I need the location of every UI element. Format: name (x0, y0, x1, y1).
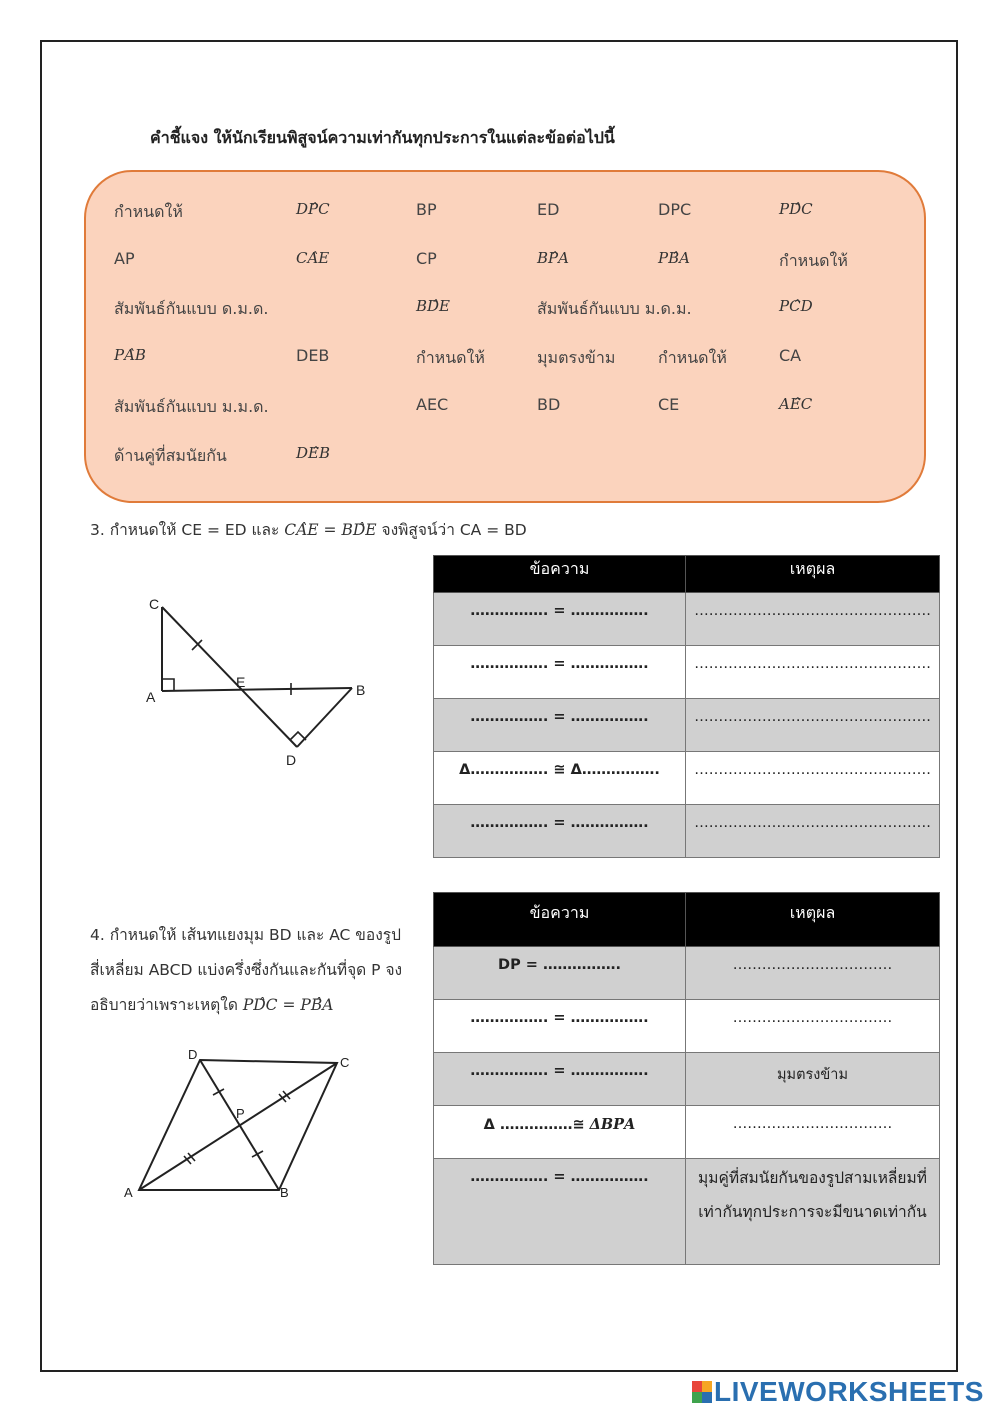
segment-cd (162, 607, 297, 747)
header-reason: เหตุผล (686, 893, 940, 947)
statement-math: Δ𝑩𝑷𝑨 (589, 1116, 636, 1133)
word-bank-item[interactable]: CE (658, 395, 680, 414)
table-row (434, 646, 940, 699)
word-bank-item[interactable]: CP (416, 249, 437, 268)
question-4 (90, 918, 410, 1023)
word-bank-item[interactable]: มุมตรงข้าม (537, 348, 616, 367)
label-p: P (236, 1106, 245, 1121)
table-row (434, 947, 940, 1000)
proof-table-q4 (433, 892, 940, 1265)
table-row (434, 805, 940, 858)
reason-blank[interactable]: …………………………… (686, 1106, 940, 1159)
table-row (434, 1053, 940, 1106)
reason-blank[interactable]: …………………………………………. (686, 646, 940, 699)
label-d: D (286, 752, 297, 768)
statement-blank[interactable]: ……………. = ……………. (434, 1053, 686, 1106)
header-statement: ข้อความ (434, 893, 686, 947)
label-d: D (188, 1047, 198, 1062)
word-bank-item[interactable]: ED (537, 200, 560, 219)
table-row (434, 699, 940, 752)
statement-blank[interactable] (434, 1106, 686, 1159)
table-row (434, 1000, 940, 1053)
word-bank-item[interactable]: DEB (296, 346, 330, 365)
label-b: B (356, 682, 366, 698)
word-bank-item[interactable]: กำหนดให้ (779, 251, 848, 270)
statement-prefix: Δ ……………≅ (483, 1117, 590, 1133)
statement-blank[interactable]: ……………. = ……………. (434, 699, 686, 752)
word-bank-item[interactable]: สัมพันธ์กันแบบ ม.ด.ม. (537, 299, 692, 318)
proof-table-q3 (433, 555, 940, 858)
reason-blank[interactable]: …………………………………………. (686, 699, 940, 752)
question-3 (90, 517, 527, 542)
instruction-heading: คำชี้แจง ให้นักเรียนพิสูจน์ความเท่ากันทุกประการในแต่ละข้อต่อไปนี้ (150, 128, 615, 147)
word-bank-item[interactable]: สัมพันธ์กันแบบ ม.ม.ด. (114, 397, 269, 416)
label-c: C (149, 596, 160, 612)
word-bank-item[interactable]: กำหนดให้ (416, 348, 485, 367)
liveworksheets-logo-icon (692, 1381, 712, 1403)
word-bank-item[interactable]: BD (537, 395, 561, 414)
table-row (434, 593, 940, 646)
label-b: B (280, 1185, 289, 1200)
reason-blank[interactable]: …………………………………………. (686, 805, 940, 858)
right-angle-a (162, 679, 174, 691)
word-bank-item[interactable]: ด้านคู่ที่สมนัยกัน (114, 446, 227, 465)
tick-ce (192, 640, 202, 650)
word-bank-item[interactable]: AEC (416, 395, 449, 414)
word-bank-item[interactable]: 𝑃𝐷̂𝐶 (779, 200, 813, 218)
word-bank-item[interactable]: 𝑃𝐵̂𝐴 (658, 249, 690, 267)
word-bank-item[interactable]: กำหนดให้ (114, 202, 183, 221)
label-c: C (340, 1055, 350, 1070)
reason-blank[interactable]: …………………………………………. (686, 593, 940, 646)
statement-blank[interactable]: ……………. = ……………. (434, 593, 686, 646)
word-bank-item[interactable]: สัมพันธ์กันแบบ ด.ม.ด. (114, 299, 269, 318)
word-bank-item[interactable]: 𝑃𝐶̂𝐷 (779, 297, 813, 315)
table-row (434, 1106, 940, 1159)
label-a: A (124, 1185, 133, 1200)
question-3-suffix: จงพิสูจน์ว่า CA = BD (376, 521, 527, 539)
label-a: A (146, 689, 156, 705)
brand-name: LIVEWORKSHEETS (714, 1376, 984, 1407)
word-bank-item[interactable]: CA (779, 346, 802, 365)
reason-text: มุมคู่ที่สมนัยกันของรูปสามเหลี่ยมที่เท่ากันทุกประการจะมีขนาดเท่ากัน (686, 1159, 940, 1265)
reason-blank[interactable]: …………………………… (686, 947, 940, 1000)
liveworksheets-brand (692, 1376, 984, 1408)
reason-blank[interactable]: …………………………………………. (686, 752, 940, 805)
statement-blank[interactable]: ……………. = ……………. (434, 646, 686, 699)
word-bank-item[interactable]: 𝐵𝑃̂𝐴 (537, 249, 569, 267)
word-bank-item[interactable]: 𝐴𝐸̂𝐶 (779, 395, 813, 413)
word-bank-item[interactable]: กำหนดให้ (658, 348, 727, 367)
question-4-text: 4. กำหนดให้ เส้นทแยงมุม BD และ AC ของรูปสี่เหลี่ยม ABCD แบ่งครึ่งซึ่งกันและกันที่จุด P จงอธิบายว่าเพราะเหตุใด (90, 926, 403, 1014)
reason-blank: มุมตรงข้าม (686, 1053, 940, 1106)
question-3-math: 𝐶𝐴̂𝐸 = 𝐵𝐷̂𝐸 (284, 521, 377, 539)
statement-blank[interactable]: ……………. = ……………. (434, 805, 686, 858)
reason-blank[interactable]: …………………………… (686, 1000, 940, 1053)
word-bank-item[interactable]: 𝐷𝑃̂𝐶 (296, 200, 330, 218)
statement-blank[interactable]: DP = ……………. (434, 947, 686, 1000)
word-bank-item[interactable]: BP (416, 200, 437, 219)
word-bank-item[interactable]: 𝐵𝐷̂𝐸 (416, 297, 450, 315)
figure-quadrilateral-q4 (120, 1045, 370, 1205)
word-bank-item[interactable]: AP (114, 249, 135, 268)
statement-blank[interactable]: Δ……………. ≅ Δ……………. (434, 752, 686, 805)
figure-triangles-q3 (140, 595, 370, 775)
question-4-math: 𝑃𝐷̂𝐶 = 𝑃𝐵̂𝐴 (242, 996, 334, 1014)
label-e: E (236, 674, 246, 690)
word-bank-item[interactable]: DPC (658, 200, 692, 219)
word-bank-item[interactable]: 𝐶𝐴̂𝐸 (296, 249, 330, 267)
table-row (434, 752, 940, 805)
header-statement: ข้อความ (434, 556, 686, 593)
table-row (434, 1159, 940, 1265)
header-reason: เหตุผล (686, 556, 940, 593)
question-3-prefix: 3. กำหนดให้ CE = ED และ (90, 521, 285, 539)
segment-ab (162, 688, 352, 691)
statement-blank[interactable]: ……………. = ……………. (434, 1159, 686, 1265)
word-bank-item[interactable]: 𝐷𝐸̂𝐵 (296, 444, 330, 462)
word-bank-item[interactable]: 𝑃𝐴̂𝐵 (114, 346, 146, 364)
statement-blank[interactable]: ……………. = ……………. (434, 1000, 686, 1053)
